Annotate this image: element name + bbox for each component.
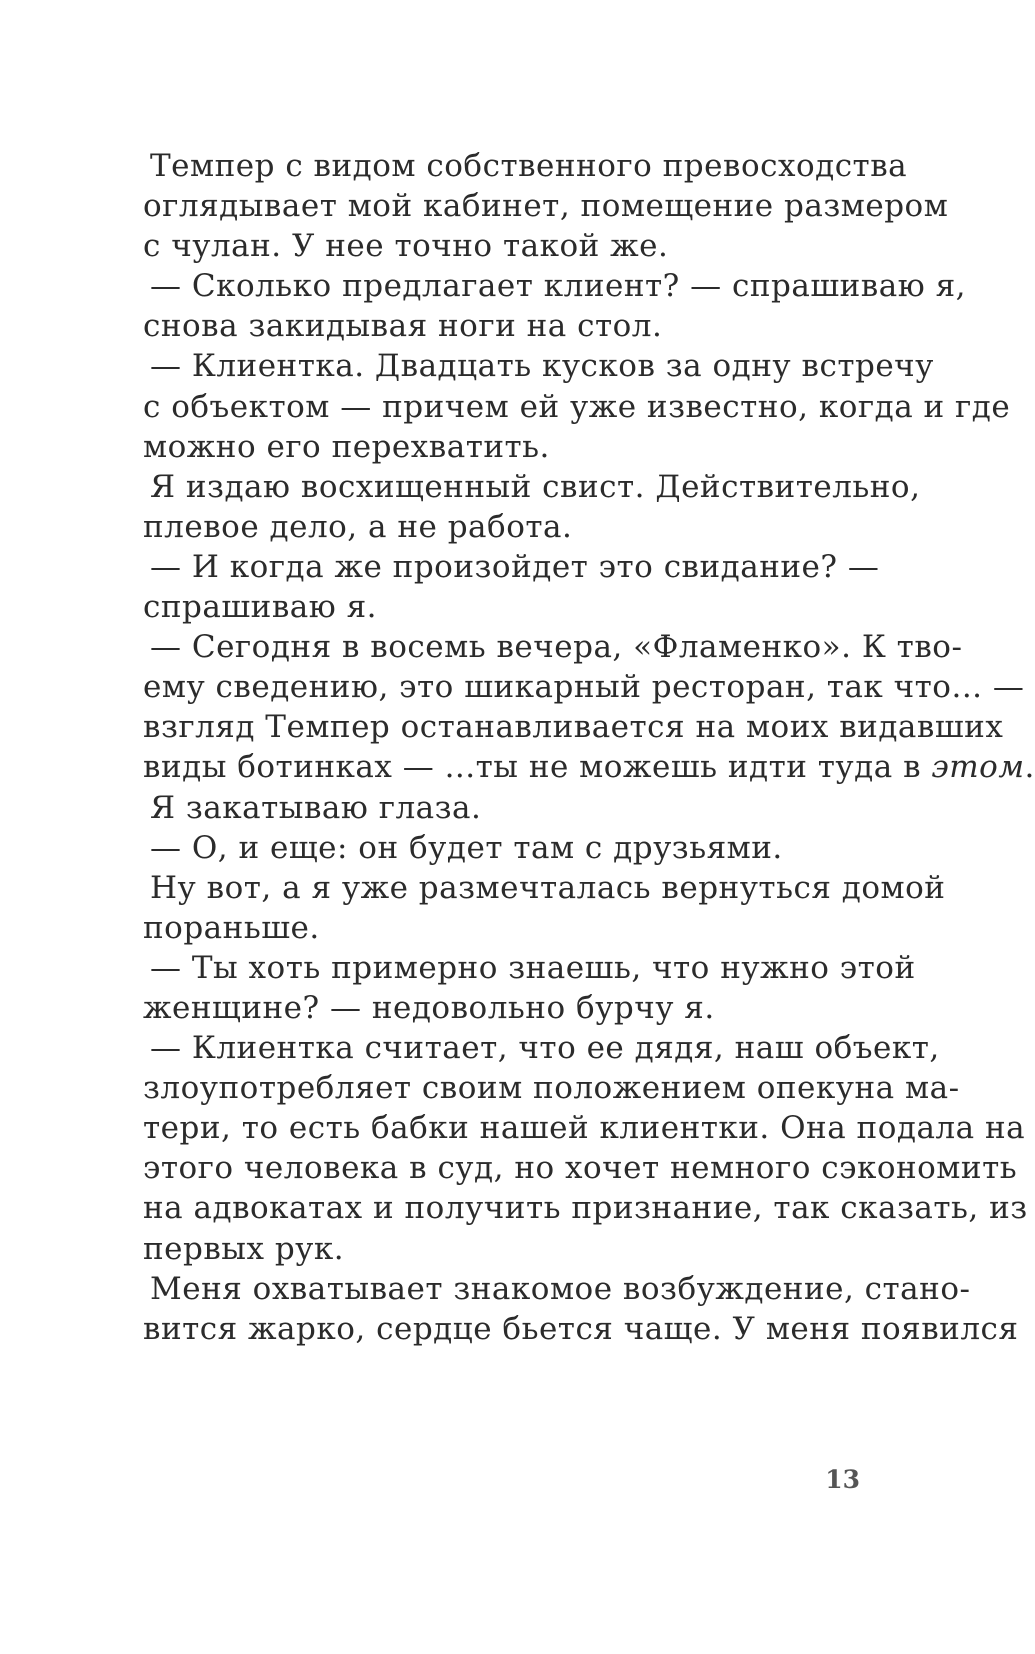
text-line: первых рук.: [143, 1230, 345, 1267]
text-line: Меня охватывает знакомое возбуждение, стано-: [150, 1270, 971, 1307]
text-line: с чулан. У нее точно такой же.: [143, 228, 669, 265]
page-number: 13: [825, 1465, 860, 1494]
text-line: Ну вот, а я уже размечталась вернуться домой: [150, 869, 946, 906]
body-text: [143, 146, 1035, 1349]
text-line-with-italic: [143, 747, 1035, 787]
text-line: Я закатываю глаза.: [150, 789, 482, 826]
text-line: — Клиентка считает, что ее дядя, наш объект,: [150, 1030, 940, 1067]
text-line: этого человека в суд, но хочет немного сэкономить: [143, 1150, 1018, 1187]
text-line: злоупотребляет своим положением опекуна ма-: [143, 1070, 960, 1107]
text-line: пораньше.: [143, 909, 320, 946]
text-line: ему сведению, это шикарный ресторан, так что... —: [143, 669, 1025, 706]
text-segment: .: [1024, 749, 1035, 786]
text-segment: виды ботинках — ...ты не можешь идти туда в: [143, 749, 932, 786]
text-line: Темпер с видом собственного превосходства: [150, 148, 908, 184]
text-line: — О, и еще: он будет там с друзьями.: [150, 829, 783, 866]
text-line: — Клиентка. Двадцать кусков за одну встречу: [150, 348, 934, 385]
italic-word: этом: [931, 749, 1025, 786]
text-line: с объектом — причем ей уже известно, когда и где: [143, 388, 1011, 425]
text-line: плевое дело, а не работа.: [143, 508, 573, 545]
text-line: вится жарко, сердце бьется чаще. У меня появился: [143, 1310, 1019, 1347]
text-line: взгляд Темпер останавливается на моих видавших: [143, 709, 1004, 746]
text-line: — Сколько предлагает клиент? — спрашиваю я,: [150, 268, 966, 305]
text-line: — Сегодня в восемь вечера, «Фламенко». К тво-: [150, 629, 963, 666]
text-line: — И когда же произойдет это свидание? —: [150, 548, 880, 585]
text-line: тери, то есть бабки нашей клиентки. Она подала на: [143, 1110, 1026, 1147]
text-line: можно его перехватить.: [143, 428, 550, 465]
text-line: оглядывает мой кабинет, помещение размером: [143, 188, 949, 225]
text-line: Я издаю восхищенный свист. Действительно,: [150, 468, 921, 505]
text-line: на адвокатах и получить признание, так сказать, из: [143, 1190, 1028, 1227]
text-line: женщине? — недовольно бурчу я.: [143, 989, 715, 1026]
text-line: — Ты хоть примерно знаешь, что нужно этой: [150, 949, 916, 986]
text-line: спрашиваю я.: [143, 589, 378, 626]
text-line: снова закидывая ноги на стол.: [143, 308, 663, 345]
